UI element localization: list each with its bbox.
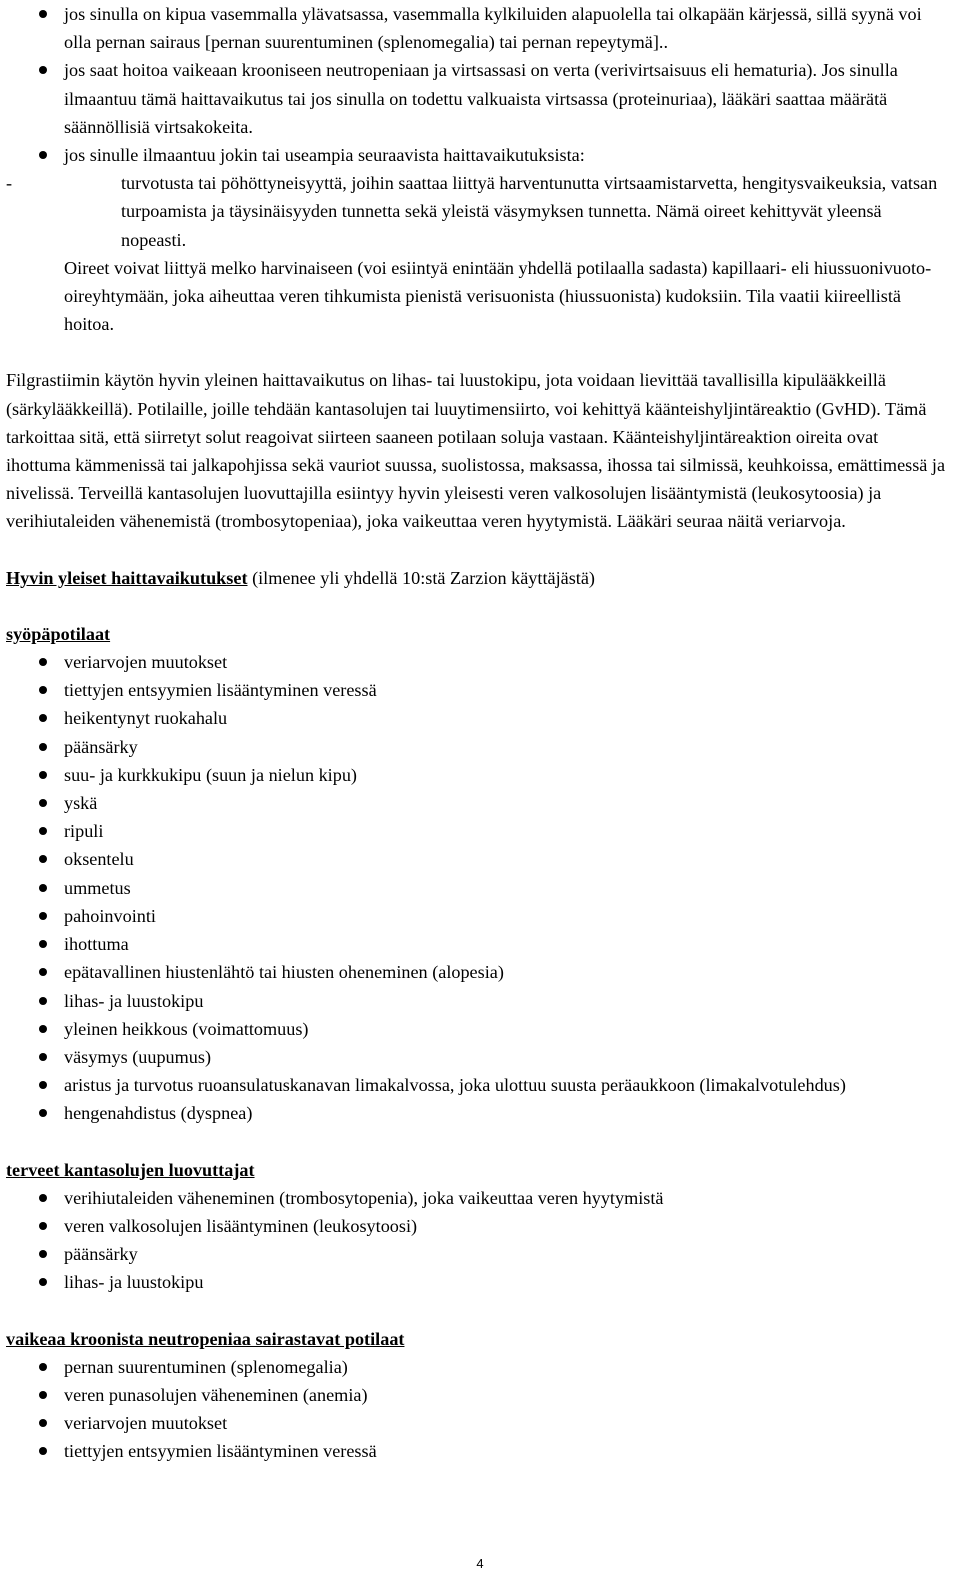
document-page [6,0,946,1466]
list-item: pernan suurentuminen (splenomegalia) [6,1353,946,1381]
stem-cell-donors-list [6,1184,946,1297]
list-item: ummetus [6,874,946,902]
list-item: veren punasolujen väheneminen (anemia) [6,1381,946,1409]
list-item: tiettyjen entsyymien lisääntyminen veressä [6,676,946,704]
list-item: väsymys (uupumus) [6,1043,946,1071]
list-item: veriarvojen muutokset [6,648,946,676]
very-common-heading: Hyvin yleiset haittavaikutukset [6,567,248,588]
dash-mark: - [6,173,13,194]
cancer-patients-list [6,648,946,1127]
capillary-leak-paragraph: Oireet voivat liittyä melko harvinaiseen (voi esiintyä enintään yhdellä potilaalla sadasta) kapillaari- eli hiussuonivuoto-oireyhtymään, joka aiheuttaa veren tihkumista pienistä verisuonista (hiussuonista) kudoksiin. Tila vaatii kiireellistä hoitoa. [64,257,932,335]
list-item: veriarvojen muutokset [6,1409,946,1437]
list-item: lihas- ja luustokipu [6,1268,946,1296]
list-item: ihottuma [6,930,946,958]
filgrastim-paragraph: Filgrastiimin käytön hyvin yleinen haittavaikutus on lihas- tai luustokipu, jota voidaan lievittää tavallisilla kipulääkkeillä (särkylääkkeillä). Potilaille, joille tehdään kantasolujen tai luuytimensiirto, voi kehittyä käänteishyljintäreaktio (GvHD). Tämä tarkoittaa sitä, että siirretyt solut reagoivat siirteen saaneen potilaan soluja vastaan. Käänteishyljintäreaktion oireita ovat ihottuma kämmenissä tai jalkapohjissa sekä vauriot suussa, suolistossa, maksassa, ihossa tai silmissä, keuhkoissa, emättimessä ja nivelissä. Terveillä kantasolujen luovuttajilla esiintyy hyvin yleisesti veren valkosolujen lisääntymistä (leukosytoosia) ja verihiutaleiden vähenemistä (trombosytopeniaa), joka vaikeuttaa veren hyytymistä. Lääkäri seuraa näitä veriarvoja. [6,370,946,532]
group-title-cancer-patients: syöpäpotilaat [6,623,111,644]
list-item: heikentynyt ruokahalu [6,704,946,732]
warning-item-hematuria: jos saat hoitoa vaikeaan krooniseen neutropeniaan ja virtsassasi on verta (verivirtsaisuus eli hematuria). Jos sinulla ilmaantuu tämä haittavaikutus tai jos sinulla on todettu valkuaista virtsassa (proteinuriaa), lääkäri saattaa määrätä säännöllisiä virtsakokeita. [6,56,946,141]
list-item: tiettyjen entsyymien lisääntyminen veressä [6,1437,946,1465]
list-item: suu- ja kurkkukipu (suun ja nielun kipu) [6,761,946,789]
dash-item-text: turvotusta tai pöhöttyneisyyttä, joihin saattaa liittyä harventunutta virtsaamistarvetta, hengitysvaikeuksia, vatsan turpoamista ja täysinäisyyden tunnetta sekä yleistä väsymyksen tunnetta. Nämä oireet kehittyvät yleensä nopeasti. [121,173,938,250]
page-number: 4 [476,1556,484,1571]
very-common-note: (ilmenee yli yhdellä 10:stä Zarzion käyttäjästä) [247,567,595,588]
warning-item-spleen: jos sinulla on kipua vasemmalla ylävatsassa, vasemmalla kylkiluiden alapuolella tai olkapään kärjessä, sillä syynä voi olla pernan sairaus [pernan suurentuminen (splenomegalia) tai pernan repeytymä].. [6,0,946,56]
list-item: veren valkosolujen lisääntyminen (leukosytoosi) [6,1212,946,1240]
list-item: yleinen heikkous (voimattomuus) [6,1015,946,1043]
list-item: verihiutaleiden väheneminen (trombosytopenia), joka vaikeuttaa veren hyytymistä [6,1184,946,1212]
warning-list [6,0,946,169]
list-item: lihas- ja luustokipu [6,987,946,1015]
list-item: oksentelu [6,845,946,873]
list-item: päänsärky [6,733,946,761]
very-common-heading-line [6,564,946,592]
list-item: ripuli [6,817,946,845]
group-title-stem-cell-donors: terveet kantasolujen luovuttajat [6,1159,255,1180]
list-item: yskä [6,789,946,817]
list-item: epätavallinen hiustenlähtö tai hiusten oheneminen (alopesia) [6,958,946,986]
list-item: pahoinvointi [6,902,946,930]
dash-item [6,169,946,254]
group-title-neutropenia-patients: vaikeaa kroonista neutropeniaa sairastavat potilaat [6,1328,405,1349]
list-item: päänsärky [6,1240,946,1268]
neutropenia-patients-list [6,1353,946,1466]
warning-item-capillary: jos sinulle ilmaantuu jokin tai useampia seuraavista haittavaikutuksista: [6,141,946,169]
list-item: aristus ja turvotus ruoansulatuskanavan limakalvossa, joka ulottuu suusta peräaukkoon (limakalvotulehdus) [6,1071,946,1099]
list-item: hengenahdistus (dyspnea) [6,1099,946,1127]
